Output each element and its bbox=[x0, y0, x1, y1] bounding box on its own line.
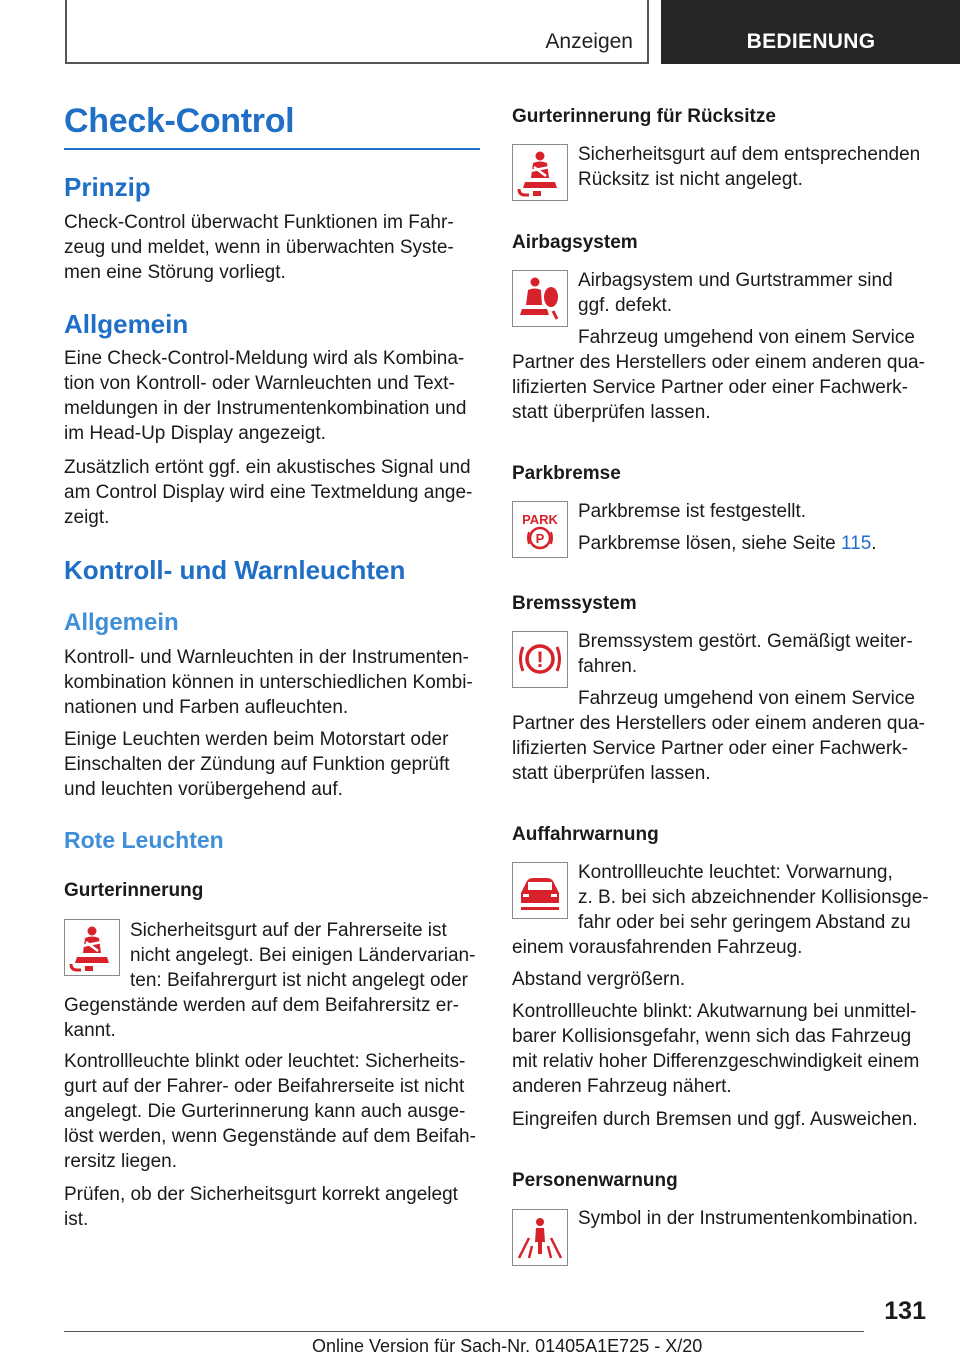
header-section-tab bbox=[65, 0, 649, 64]
allgemein-text-1: Eine Check-Control-Meldung wird als Kombina‐ tion von Kontroll- oder Warnleuchten und Text‐ meldungen in der Instrumentenkombination und im Head-Up Display angezeigt. bbox=[64, 348, 467, 444]
gurt-text-2: Kontrollleuchte blinkt oder leuchtet: Sicherheits‐ gurt auf der Fahrer- oder Beifahrerseite ist nicht angelegt. Die Gurterinnerung kann auch ausge‐ löst werden, wenn Gegenstände auf dem Beifah‐ rersitz liegen. bbox=[64, 1051, 476, 1172]
kw-text-2: Einige Leuchten werden beim Motorstart oder Einschalten der Zündung auf Funktion geprüft und leuchten vorübergehend auf. bbox=[64, 729, 450, 800]
brems-icon-text: Bremssystem gestört. Gemäßigt weiter‐ fahren. bbox=[578, 631, 913, 677]
seatbelt-driver-icon bbox=[64, 919, 120, 976]
page-reference-link[interactable]: 115 bbox=[840, 533, 872, 554]
rueck-text: Sicherheitsgurt auf dem entsprechenden Rücksitz ist nicht angelegt. bbox=[578, 144, 921, 190]
header-chapter-label: BEDIENUNG bbox=[746, 30, 876, 53]
collision-warning-icon bbox=[512, 862, 568, 919]
brake-icon-mark: ! bbox=[536, 647, 544, 672]
pedestrian-warning-icon bbox=[512, 1209, 568, 1266]
heading-rote-leuchten: Rote Leuchten bbox=[64, 827, 224, 853]
park-text-2: Parkbremse lösen, siehe Seite 115. bbox=[578, 533, 877, 554]
header-chapter-tab bbox=[661, 0, 960, 64]
footer-rule bbox=[64, 1331, 864, 1332]
person-text: Symbol in der Instrumentenkombination. bbox=[578, 1208, 919, 1229]
auff-wrap-text: einem vorausfahrenden Fahrzeug. bbox=[512, 937, 803, 958]
heading-airbagsystem: Airbagsystem bbox=[512, 232, 638, 253]
header-section-label: Anzeigen bbox=[545, 30, 633, 53]
title-rule bbox=[64, 148, 480, 150]
gurt-text-3: Prüfen, ob der Sicherheitsgurt korrekt angelegt ist. bbox=[64, 1184, 458, 1230]
airbag-icon bbox=[512, 270, 568, 327]
prinzip-text: Check-Control überwacht Funktionen im Fahr‐ zeug und meldet, wenn in überwachten Syste‐ men eine Störung vorliegt. bbox=[64, 212, 454, 283]
airbag-text-2-rest: Partner des Herstellers oder einem anderen qua‐ lifizierten Service Partner oder einer Fachwerk‐ statt überprüfen lassen. bbox=[512, 352, 925, 423]
airbag-text-2-first: Fahrzeug umgehend von einem Service bbox=[578, 327, 915, 348]
kw-text-1: Kontroll- und Warnleuchten in der Instrumenten‐ kombination können in unterschiedlichen Kombi‐ nationen und Farben aufleuchten. bbox=[64, 647, 473, 718]
footer-online-version: Online Version für Sach-Nr. 01405A1E725 - X/20 bbox=[312, 1336, 703, 1356]
heading-kontroll-warnleuchten: Kontroll- und Warnleuchten bbox=[64, 555, 406, 585]
gurt-icon-text: Sicherheitsgurt auf der Fahrerseite ist nicht angelegt. Bei einigen Ländervarian‐ ten: Beifahrergurt ist nicht angelegt oder bbox=[130, 920, 476, 991]
page-title: Check-Control bbox=[64, 102, 295, 140]
gurt-wrap-text: Gegenstände werden auf dem Beifahrersitz er‐ kannt. bbox=[64, 995, 459, 1041]
allgemein-text-2: Zusätzlich ertönt ggf. ein akustisches Signal und am Control Display wird eine Textmeldung ange‐ zeigt. bbox=[64, 457, 473, 528]
heading-allgemein: Allgemein bbox=[64, 309, 189, 339]
park-icon-letter: P bbox=[535, 531, 545, 546]
page-number: 131 bbox=[884, 1297, 926, 1325]
auff-text-2: Abstand vergrößern. bbox=[512, 969, 686, 990]
heading-prinzip: Prinzip bbox=[64, 172, 151, 202]
park-icon-text: PARK bbox=[522, 512, 558, 527]
heading-parkbremse: Parkbremse bbox=[512, 463, 621, 484]
heading-gurterinnerung-ruecksitze: Gurterinnerung für Rücksitze bbox=[512, 106, 776, 127]
seatbelt-rear-icon bbox=[512, 144, 568, 201]
heading-bremssystem: Bremssystem bbox=[512, 593, 637, 614]
park-text-1: Parkbremse ist festgestellt. bbox=[578, 501, 807, 522]
auff-text-4: Eingreifen durch Bremsen und ggf. Ausweichen. bbox=[512, 1109, 918, 1130]
heading-personenwarnung: Personenwarnung bbox=[512, 1170, 678, 1191]
heading-auffahrwarnung: Auffahrwarnung bbox=[512, 824, 659, 845]
brems-text-2-first: Fahrzeug umgehend von einem Service bbox=[578, 688, 915, 709]
brake-system-icon bbox=[512, 631, 568, 688]
heading-kw-allgemein: Allgemein bbox=[64, 609, 179, 636]
airbag-icon-text: Airbagsystem und Gurtstrammer sind ggf. defekt. bbox=[578, 270, 893, 316]
parking-brake-icon bbox=[512, 501, 568, 558]
auff-icon-text: Kontrollleuchte leuchtet: Vorwarnung, z. B. bei sich abzeichnender Kollisionsge‐ fahr oder bei sehr geringem Abstand zu bbox=[578, 862, 929, 933]
heading-gurterinnerung: Gurterinnerung bbox=[64, 880, 204, 901]
brems-text-2-rest: Partner des Herstellers oder einem anderen qua‐ lifizierten Service Partner oder einer Fachwerk‐ statt überprüfen lassen. bbox=[512, 713, 925, 784]
auff-text-3: Kontrollleuchte blinkt: Akutwarnung bei unmittel‐ barer Kollisionsgefahr, wenn sich das Fahrzeug mit relativ hoher Differenzgeschwindigkeit einem anderen Fahrzeug nähert. bbox=[512, 1001, 920, 1097]
